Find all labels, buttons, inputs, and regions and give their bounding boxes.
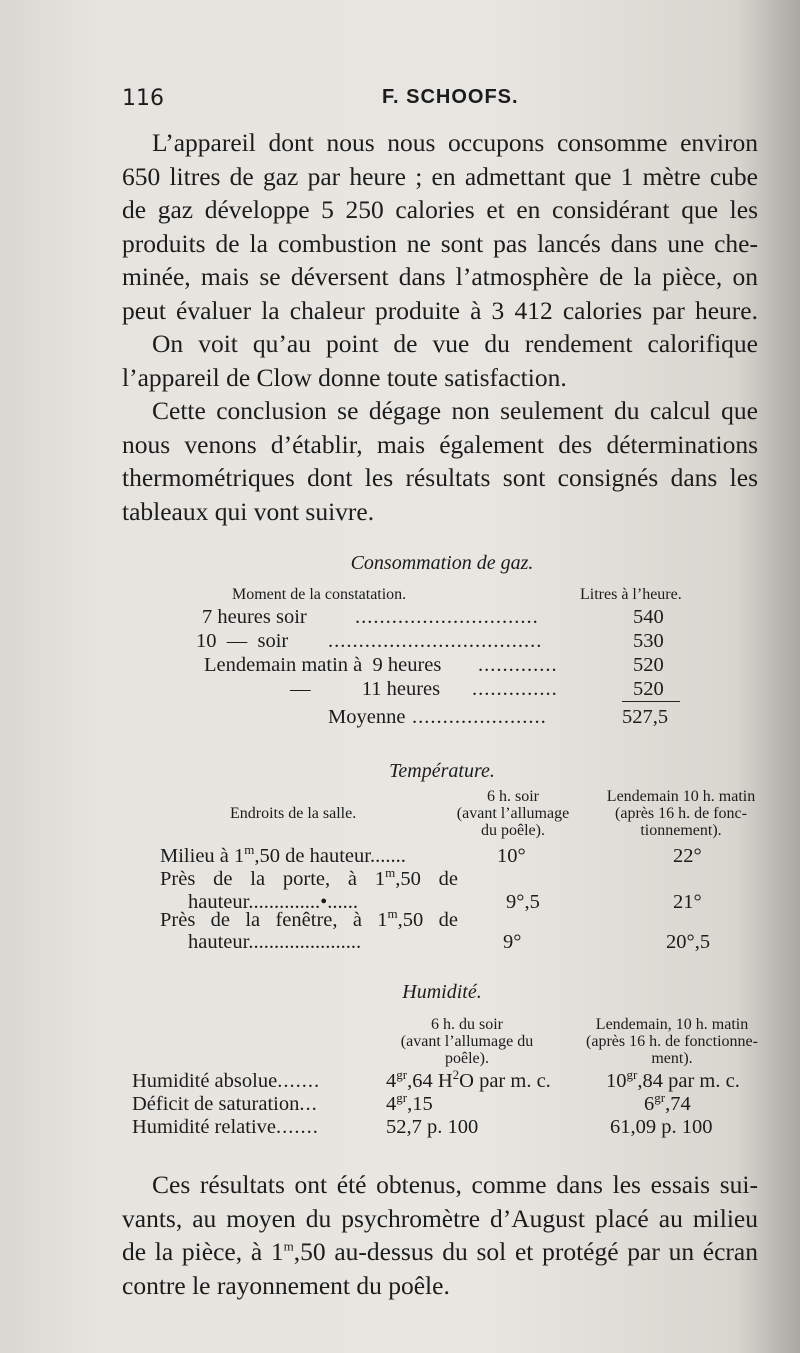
row-label: 7 heures soir bbox=[202, 606, 307, 628]
moyenne-label: Moyenne bbox=[328, 706, 406, 728]
row-label: Lendemain matin à 9 heures bbox=[204, 654, 442, 676]
row-label: Humidité relative....... bbox=[132, 1116, 319, 1138]
paragraph-2 bbox=[122, 327, 758, 394]
text-line: Ces résultats ont été obtenus, comme dans les essais sui- bbox=[152, 1170, 758, 1199]
col-header-litres: Litres à l’heure. bbox=[580, 586, 682, 603]
row-label: 10 — soir bbox=[196, 630, 289, 652]
leader-dots: ...................... bbox=[412, 706, 547, 728]
row-value: 540 bbox=[633, 606, 664, 628]
header-line: (après 16 h. de fonctionne- bbox=[586, 1033, 758, 1050]
leader-dots: ................................... bbox=[328, 630, 543, 652]
col-header-endroits: Endroits de la salle. bbox=[230, 805, 357, 822]
header-line: du poêle). bbox=[481, 822, 545, 839]
row-label: Près de la fenêtre, à 1$^m$,50 de bbox=[160, 906, 458, 931]
text-line: thermométriques dont les résultats sont consignés dans les bbox=[122, 463, 758, 492]
cell-soir: $4^{gr},64$ $H^2O$ par m. c. bbox=[386, 1067, 551, 1092]
col-header-moment: Moment de la constatation. bbox=[232, 586, 407, 603]
table-title-temperature: Température. bbox=[389, 760, 495, 782]
table-title-humidite: Humidité. bbox=[402, 981, 482, 1003]
text-line: minée, mais se déversent dans l’atmosphère de la pièce, on bbox=[122, 262, 758, 291]
text-line: 650 litres de gaz par heure ; en admettant que 1 mètre cube bbox=[122, 161, 758, 191]
text-line: contre le rayonnement du poêle. bbox=[122, 1270, 450, 1300]
row-label: Près de la porte, à 1$^m$,50 de bbox=[160, 865, 458, 890]
text-line: vants, au moyen du psychromètre d’August placé au milieu bbox=[122, 1203, 758, 1233]
text-line: de la pièce, à 1$^m$,50 au-dessus du sol et protégé par un écran bbox=[122, 1237, 758, 1266]
row-value: 520 bbox=[633, 654, 664, 676]
moyenne-value: 527,5 bbox=[622, 706, 669, 728]
header-line: tionnement). bbox=[640, 822, 722, 839]
row-label-cont: hauteur..............•...... bbox=[188, 891, 359, 913]
header-line: (avant l’allumage du bbox=[400, 1033, 534, 1050]
running-head: F. SCHOOFS. bbox=[382, 86, 519, 108]
text-line: L’appareil dont nous nous occupons consomme environ bbox=[152, 128, 758, 157]
cell-lendemain: 20°,5 bbox=[666, 931, 711, 953]
header-line: 6 h. du soir bbox=[431, 1016, 503, 1033]
cell-soir: 9°,5 bbox=[506, 891, 540, 913]
row-label: Milieu à 1$^m$,50 de hauteur....... bbox=[160, 842, 406, 867]
paragraph-1 bbox=[122, 126, 758, 327]
header-line: ment). bbox=[651, 1050, 693, 1067]
col-header-lendemain bbox=[596, 788, 766, 839]
cell-soir: 9° bbox=[503, 931, 522, 953]
table-title-consommation: Consommation de gaz. bbox=[350, 552, 534, 574]
cell-soir: 52,7 p. 100 bbox=[386, 1116, 479, 1138]
paragraph-4 bbox=[122, 1168, 758, 1302]
text-line: nous venons d’établir, mais également des déterminations bbox=[122, 429, 758, 459]
cell-soir: 10° bbox=[497, 845, 526, 867]
row-label: — 11 heures bbox=[290, 678, 441, 700]
cell-lendemain: $10^{gr},84$ par m. c. bbox=[606, 1067, 740, 1092]
leader-dots: .............. bbox=[472, 678, 558, 700]
cell-soir: $4^{gr},15$ bbox=[386, 1090, 433, 1115]
text-line: de gaz développe 5 250 calories et en considérant que les bbox=[122, 195, 758, 224]
sum-rule bbox=[622, 701, 680, 702]
cell-lendemain: 22° bbox=[673, 845, 702, 867]
row-label-cont: hauteur...................... bbox=[188, 931, 362, 953]
row-value: 530 bbox=[633, 630, 664, 652]
cell-lendemain: $6^{gr},74$ bbox=[644, 1090, 691, 1115]
col-header-lendemain bbox=[574, 1016, 770, 1067]
header-line: Lendemain, 10 h. matin bbox=[595, 1016, 749, 1033]
leader-dots: .............................. bbox=[355, 606, 539, 628]
text-line: l’appareil de Clow donne toute satisfaction. bbox=[122, 362, 567, 392]
page-number: 116 bbox=[122, 86, 164, 111]
text-line: tableaux qui vont suivre. bbox=[122, 496, 375, 526]
row-label: Humidité absolue....... bbox=[132, 1070, 321, 1092]
cell-lendemain: 21° bbox=[673, 891, 702, 913]
leader-dots: ............. bbox=[478, 654, 558, 676]
row-value: 520 bbox=[633, 678, 664, 700]
cell-lendemain: 61,09 p. 100 bbox=[610, 1116, 713, 1138]
header-line: (avant l’allumage bbox=[456, 805, 570, 822]
paragraph-3 bbox=[122, 394, 758, 528]
text-line: peut évaluer la chaleur produite à 3 412 calories par heure. bbox=[122, 295, 758, 325]
header-line: (après 16 h. de fonc- bbox=[615, 805, 747, 822]
header-line: 6 h. soir bbox=[487, 788, 539, 805]
header-line: poêle). bbox=[445, 1050, 489, 1067]
text-line: produits de la combustion ne sont pas lancés dans une che- bbox=[122, 228, 758, 258]
row-label: Déficit de saturation... bbox=[132, 1093, 318, 1115]
text-line: Cette conclusion se dégage non seulement du calcul que bbox=[152, 396, 758, 425]
header-line: Lendemain 10 h. matin bbox=[606, 788, 756, 805]
col-header-6h-soir bbox=[438, 788, 588, 839]
text-line: On voit qu’au point de vue du rendement calorifique bbox=[152, 329, 758, 358]
col-header-6h-soir bbox=[382, 1016, 552, 1067]
